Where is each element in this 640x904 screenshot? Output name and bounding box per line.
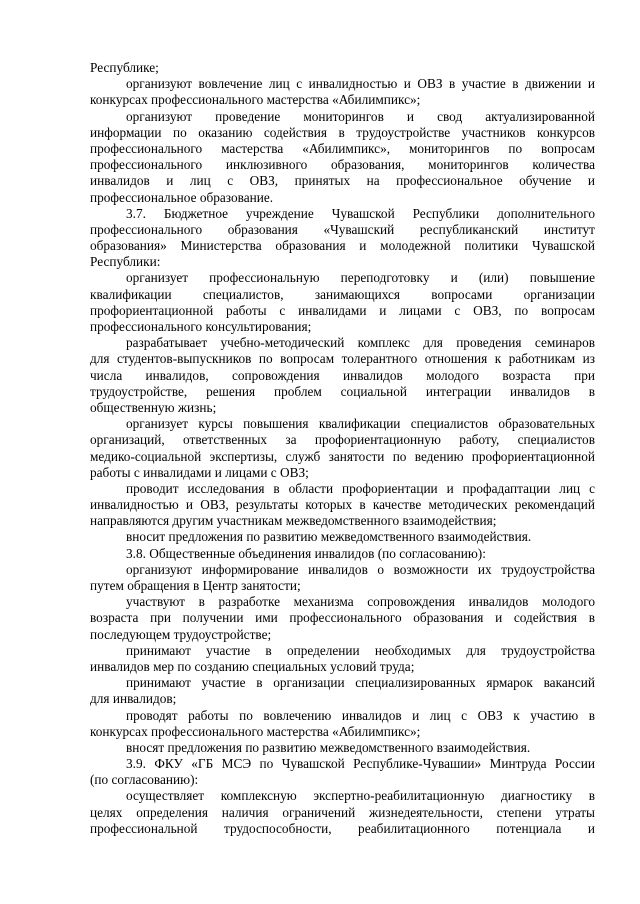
text-line: информации по оказанию содействия в трудоустройстве участников конкурсов: [90, 124, 595, 140]
text-line: участвуют в разработке механизма сопровождения инвалидов молодого: [126, 594, 595, 610]
text-line: организуют вовлечение лиц с инвалидностью и ОВЗ в участие в движении и: [126, 76, 595, 92]
text-line: инвалидностью и ОВЗ, результаты которых в качестве методических рекомендаций: [90, 497, 595, 513]
text-line: инвалидов и лиц с ОВЗ, принятых на профессиональное обучение и: [90, 173, 595, 189]
text-line: принимают участие в определении необходимых для трудоустройства: [126, 642, 595, 658]
text-line: организаций, ответственных за профориентационную работу, специалистов: [90, 432, 595, 448]
text-line: организуют проведение мониторингов и свод актуализированной: [126, 108, 595, 124]
text-line: разрабатывает учебно-методический комплекс для проведения семинаров: [126, 335, 595, 351]
text-line: 3.8. Общественные объединения инвалидов (по согласованию):: [126, 545, 486, 561]
text-line: квалификации специалистов, занимающихся вопросами организации: [90, 286, 595, 302]
text-line: целях определения наличия ограничений жизнедеятельности, степени утраты: [90, 804, 595, 820]
text-line: трудоустройстве, решения проблем социальной интеграции инвалидов в: [90, 383, 595, 399]
text-line: путем обращения в Центр занятости;: [90, 578, 301, 593]
text-line: работы с инвалидами и лицами с ОВЗ;: [90, 464, 309, 480]
text-line: последующем трудоустройстве;: [90, 626, 272, 642]
text-line: профессионального консультирования;: [90, 319, 312, 334]
text-line: 3.7. Бюджетное учреждение Чувашской Республики дополнительного: [126, 205, 595, 221]
text-line: Республике;: [90, 60, 159, 75]
text-line: направляются другим участникам межведомственного взаимодействия;: [90, 513, 497, 529]
text-line: возраста при получении ими профессионального образования и содействия в: [90, 610, 595, 626]
text-line: организует курсы повышения квалификации специалистов образовательных: [126, 416, 595, 432]
text-line: конкурсах профессионального мастерства «Абилимпикс»;: [90, 92, 421, 108]
text-line: проводят работы по вовлечению инвалидов и лиц с ОВЗ к участию в: [126, 707, 595, 723]
text-line: 3.9. ФКУ «ГБ МСЭ по Чувашской Республике-Чувашии» Минтруда России: [126, 756, 595, 772]
text-line: Республики:: [90, 254, 161, 270]
text-line: профориентационной работы с инвалидами и лицами с ОВЗ, по вопросам: [90, 302, 595, 318]
text-line: вносят предложения по развитию межведомственного взаимодействия.: [126, 739, 531, 755]
text-line: числа инвалидов, сопровождения инвалидов молодого возраста при: [90, 367, 595, 383]
text-line: вносит предложения по развитию межведомственного взаимодействия.: [126, 529, 532, 545]
text-line: принимают участие в организации специализированных ярмарок вакансий: [126, 675, 595, 691]
text-line: профессиональное образование.: [90, 189, 274, 205]
text-line: профессионального образования «Чувашский республиканский институт: [90, 221, 595, 237]
text-line: профессионального мастерства «Абилимпикс», мониторингов по вопросам: [90, 140, 595, 156]
document-page: [90, 60, 595, 837]
text-line: организует профессиональную переподготовку и (или) повышение: [126, 270, 595, 286]
text-line: профессиональной трудоспособности, реабилитационного потенциала и: [90, 820, 595, 836]
text-line: для студентов-выпускников по вопросам толерантного отношения к работникам из: [90, 351, 595, 367]
text-line: для инвалидов;: [90, 691, 177, 707]
text-line: инвалидов мер по созданию специальных условий труда;: [90, 658, 415, 674]
text-line: профессионального инклюзивного образования, мониторингов количества: [90, 157, 595, 173]
text-line: организуют информирование инвалидов о возможности их трудоустройства: [126, 561, 595, 577]
text-line: медико-социальной экспертизы, служб занятости по ведению профориентационной: [90, 448, 595, 464]
text-line: образования» Министерства образования и молодежной политики Чувашской: [90, 238, 595, 254]
text-line: (по согласованию):: [90, 772, 199, 788]
text-line: конкурсах профессионального мастерства «Абилимпикс»;: [90, 723, 421, 739]
text-line: проводит исследования в области профориентации и профадаптации лиц с: [126, 480, 595, 496]
text-line: осуществляет комплексную экспертно-реабилитационную диагностику в: [126, 788, 595, 804]
text-line: общественную жизнь;: [90, 399, 217, 415]
